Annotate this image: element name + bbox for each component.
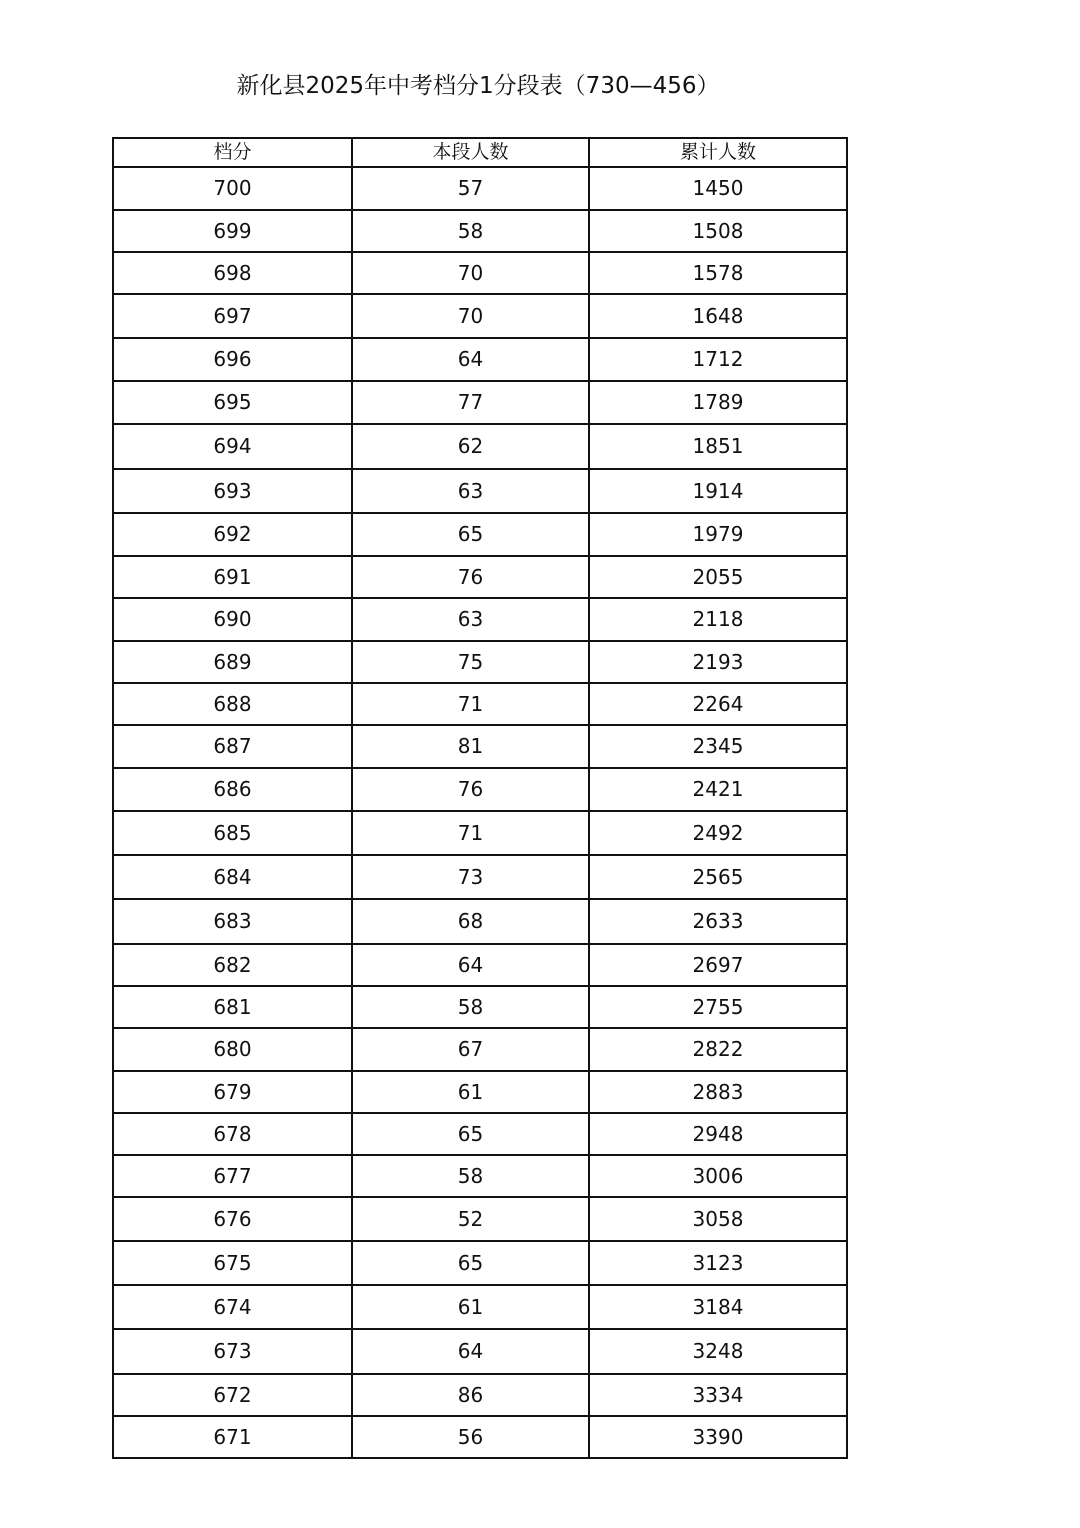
cell-cumulative-count: 2948 [589, 1113, 847, 1155]
page-title: 新化县2025年中考档分1分段表（730—456） [236, 73, 720, 99]
header-cumulative-count: 累计人数 [589, 138, 847, 167]
table-body [113, 167, 847, 1458]
cell-score: 673 [113, 1329, 352, 1374]
cell-cumulative-count: 2421 [589, 768, 847, 811]
table-row [113, 768, 847, 811]
cell-segment-count: 73 [352, 855, 589, 899]
cell-score: 677 [113, 1155, 352, 1197]
cell-score: 698 [113, 252, 352, 294]
cell-cumulative-count: 2055 [589, 556, 847, 598]
cell-cumulative-count: 3123 [589, 1241, 847, 1285]
table-row [113, 210, 847, 252]
cell-cumulative-count: 2565 [589, 855, 847, 899]
cell-cumulative-count: 2118 [589, 598, 847, 641]
table-row [113, 167, 847, 210]
table-row [113, 1241, 847, 1285]
cell-score: 696 [113, 338, 352, 381]
cell-cumulative-count: 2345 [589, 725, 847, 768]
cell-score: 682 [113, 944, 352, 986]
cell-segment-count: 65 [352, 1241, 589, 1285]
cell-score: 674 [113, 1285, 352, 1329]
cell-score: 683 [113, 899, 352, 944]
cell-segment-count: 71 [352, 811, 589, 855]
cell-segment-count: 65 [352, 1113, 589, 1155]
cell-score: 684 [113, 855, 352, 899]
cell-score: 671 [113, 1416, 352, 1458]
cell-cumulative-count: 2822 [589, 1028, 847, 1071]
table-row [113, 641, 847, 683]
cell-segment-count: 62 [352, 424, 589, 469]
cell-segment-count: 75 [352, 641, 589, 683]
table-row [113, 513, 847, 556]
table-row [113, 986, 847, 1028]
cell-segment-count: 86 [352, 1374, 589, 1416]
cell-cumulative-count: 1789 [589, 381, 847, 424]
table-row [113, 381, 847, 424]
cell-score: 695 [113, 381, 352, 424]
cell-score: 676 [113, 1197, 352, 1241]
table-row [113, 556, 847, 598]
cell-score: 681 [113, 986, 352, 1028]
cell-cumulative-count: 2697 [589, 944, 847, 986]
cell-score: 691 [113, 556, 352, 598]
cell-score: 675 [113, 1241, 352, 1285]
cell-segment-count: 70 [352, 294, 589, 338]
cell-cumulative-count: 2492 [589, 811, 847, 855]
cell-segment-count: 56 [352, 1416, 589, 1458]
cell-cumulative-count: 2755 [589, 986, 847, 1028]
cell-segment-count: 64 [352, 944, 589, 986]
cell-cumulative-count: 2193 [589, 641, 847, 683]
table-row [113, 1329, 847, 1374]
cell-segment-count: 71 [352, 683, 589, 725]
table-row [113, 1285, 847, 1329]
cell-segment-count: 61 [352, 1285, 589, 1329]
score-distribution-table [112, 137, 848, 1459]
cell-cumulative-count: 1450 [589, 167, 847, 210]
cell-score: 697 [113, 294, 352, 338]
cell-segment-count: 63 [352, 469, 589, 513]
cell-segment-count: 77 [352, 381, 589, 424]
cell-cumulative-count: 1578 [589, 252, 847, 294]
cell-score: 687 [113, 725, 352, 768]
cell-score: 699 [113, 210, 352, 252]
cell-score: 678 [113, 1113, 352, 1155]
table-row [113, 1028, 847, 1071]
cell-segment-count: 57 [352, 167, 589, 210]
table-row [113, 855, 847, 899]
cell-score: 693 [113, 469, 352, 513]
cell-cumulative-count: 1979 [589, 513, 847, 556]
table-row [113, 683, 847, 725]
cell-cumulative-count: 3334 [589, 1374, 847, 1416]
table-row [113, 294, 847, 338]
cell-score: 690 [113, 598, 352, 641]
table-row [113, 1197, 847, 1241]
cell-score: 686 [113, 768, 352, 811]
cell-segment-count: 63 [352, 598, 589, 641]
header-row [113, 138, 847, 167]
table-row [113, 944, 847, 986]
table-row [113, 338, 847, 381]
table-row [113, 1416, 847, 1458]
header-score: 档分 [113, 138, 352, 167]
table-header [113, 138, 847, 167]
cell-segment-count: 64 [352, 338, 589, 381]
table-row [113, 811, 847, 855]
table-row [113, 252, 847, 294]
cell-cumulative-count: 2633 [589, 899, 847, 944]
cell-segment-count: 70 [352, 252, 589, 294]
table-row [113, 725, 847, 768]
cell-score: 694 [113, 424, 352, 469]
cell-cumulative-count: 1648 [589, 294, 847, 338]
cell-score: 679 [113, 1071, 352, 1113]
table-row [113, 469, 847, 513]
cell-cumulative-count: 1712 [589, 338, 847, 381]
cell-segment-count: 65 [352, 513, 589, 556]
cell-segment-count: 64 [352, 1329, 589, 1374]
cell-score: 692 [113, 513, 352, 556]
table-row [113, 899, 847, 944]
header-segment-count: 本段人数 [352, 138, 589, 167]
cell-segment-count: 67 [352, 1028, 589, 1071]
table-row [113, 1113, 847, 1155]
table-row [113, 424, 847, 469]
cell-cumulative-count: 2883 [589, 1071, 847, 1113]
cell-segment-count: 58 [352, 986, 589, 1028]
cell-cumulative-count: 1914 [589, 469, 847, 513]
cell-segment-count: 58 [352, 210, 589, 252]
cell-segment-count: 61 [352, 1071, 589, 1113]
cell-cumulative-count: 3390 [589, 1416, 847, 1458]
cell-cumulative-count: 3006 [589, 1155, 847, 1197]
cell-segment-count: 58 [352, 1155, 589, 1197]
cell-score: 688 [113, 683, 352, 725]
cell-cumulative-count: 3248 [589, 1329, 847, 1374]
cell-segment-count: 76 [352, 556, 589, 598]
cell-segment-count: 76 [352, 768, 589, 811]
table-row [113, 1155, 847, 1197]
cell-score: 689 [113, 641, 352, 683]
cell-segment-count: 52 [352, 1197, 589, 1241]
cell-segment-count: 81 [352, 725, 589, 768]
cell-cumulative-count: 1508 [589, 210, 847, 252]
table-row [113, 1071, 847, 1113]
cell-score: 680 [113, 1028, 352, 1071]
cell-segment-count: 68 [352, 899, 589, 944]
cell-score: 685 [113, 811, 352, 855]
cell-cumulative-count: 1851 [589, 424, 847, 469]
cell-score: 700 [113, 167, 352, 210]
cell-score: 672 [113, 1374, 352, 1416]
cell-cumulative-count: 2264 [589, 683, 847, 725]
cell-cumulative-count: 3184 [589, 1285, 847, 1329]
table-row [113, 598, 847, 641]
table-row [113, 1374, 847, 1416]
cell-cumulative-count: 3058 [589, 1197, 847, 1241]
